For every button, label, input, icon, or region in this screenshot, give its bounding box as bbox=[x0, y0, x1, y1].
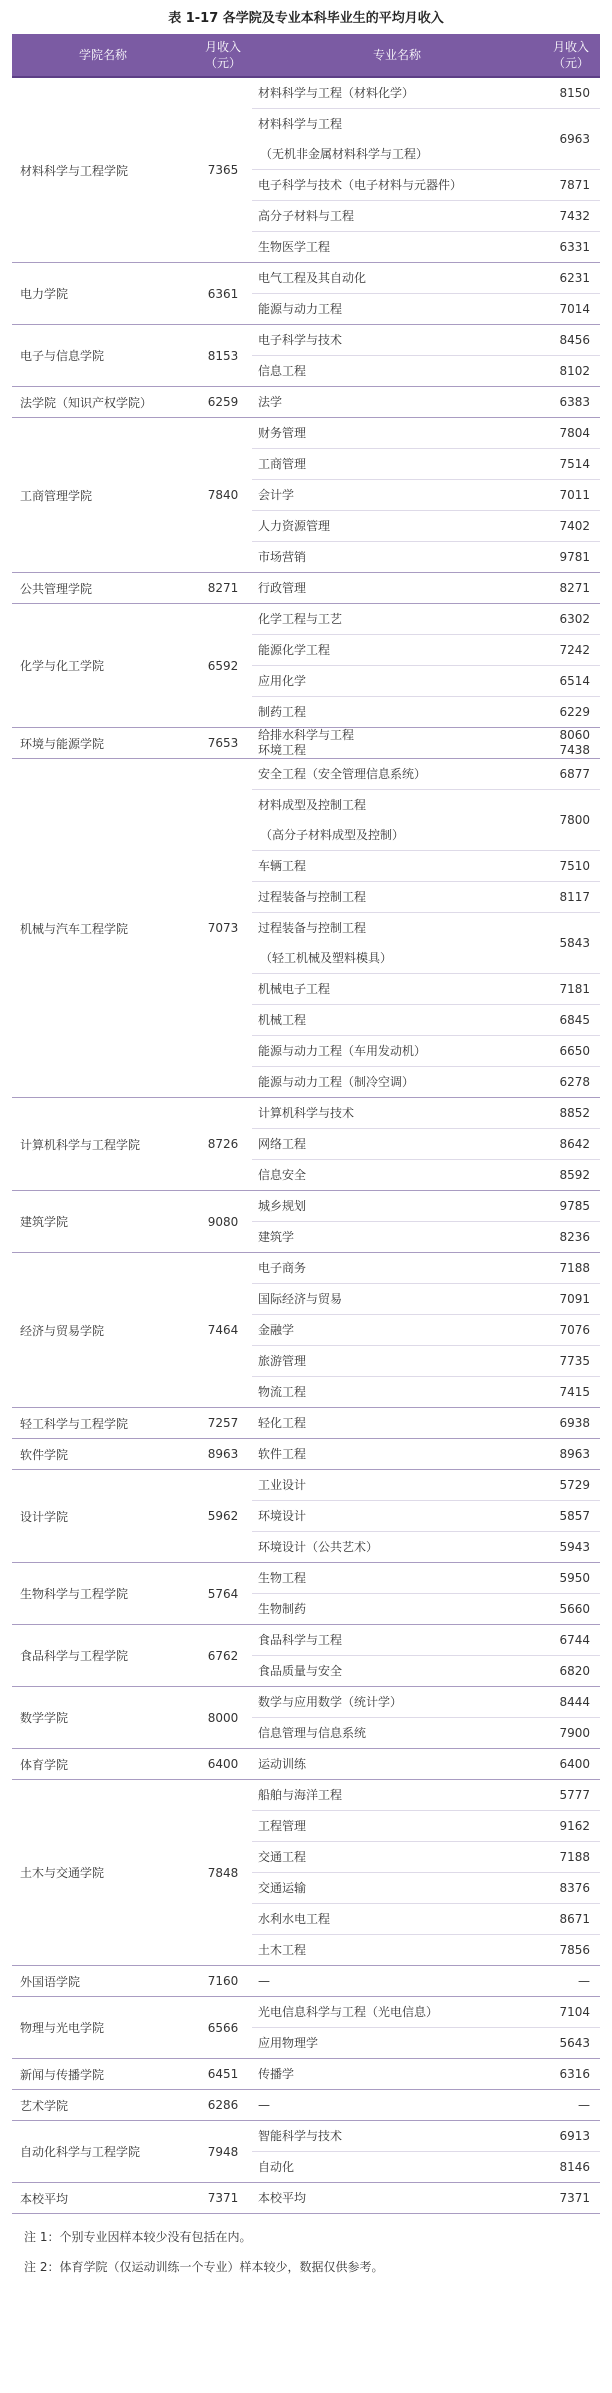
major-name bbox=[252, 1997, 542, 2028]
major-name bbox=[252, 1036, 542, 1067]
table-row bbox=[12, 728, 600, 759]
major-name-line: 电子科学与技术（电子材料与元器件） bbox=[258, 178, 463, 192]
college-income: 6259 bbox=[194, 387, 252, 418]
major-name-line: 金融学 bbox=[258, 1323, 295, 1337]
major-income: 6744 bbox=[542, 1625, 600, 1656]
major-income: 5777 bbox=[542, 1780, 600, 1811]
table-row bbox=[12, 1749, 600, 1780]
college-income: 7257 bbox=[194, 1408, 252, 1439]
major-name-line: 给排水科学与工程 bbox=[258, 728, 355, 742]
major-name bbox=[252, 1005, 542, 1036]
major-name bbox=[252, 666, 542, 697]
major-name bbox=[252, 201, 542, 232]
table-row bbox=[12, 263, 600, 294]
college-income: 6762 bbox=[194, 1625, 252, 1687]
major-name bbox=[252, 573, 542, 604]
college-name: 外国语学院 bbox=[12, 1966, 194, 1997]
major-name bbox=[252, 1346, 542, 1377]
college-name: 机械与汽车工程学院 bbox=[12, 759, 194, 1098]
major-income: 6963 bbox=[542, 109, 600, 170]
major-income-line: 7438 bbox=[559, 743, 590, 757]
major-name bbox=[252, 387, 542, 418]
major-name-line: 电子商务 bbox=[258, 1261, 307, 1275]
college-name: 公共管理学院 bbox=[12, 573, 194, 604]
major-income: 6302 bbox=[542, 604, 600, 635]
major-name-line: 传播学 bbox=[258, 2067, 295, 2081]
major-name bbox=[252, 635, 542, 666]
major-name-line: 能源与动力工程（车用发动机） bbox=[258, 1044, 427, 1058]
major-name bbox=[252, 77, 542, 109]
major-name bbox=[252, 1842, 542, 1873]
major-name-line: 旅游管理 bbox=[258, 1354, 307, 1368]
major-name bbox=[252, 728, 542, 759]
major-name-line: 网络工程 bbox=[258, 1137, 307, 1151]
college-name: 软件学院 bbox=[12, 1439, 194, 1470]
major-name-line: 自动化 bbox=[258, 2160, 295, 2174]
table-row bbox=[12, 1687, 600, 1718]
major-name bbox=[252, 1284, 542, 1315]
major-name-line: 能源与动力工程 bbox=[258, 302, 343, 316]
major-name bbox=[252, 1470, 542, 1501]
table-row bbox=[12, 573, 600, 604]
major-name-line: 食品质量与安全 bbox=[258, 1664, 343, 1678]
college-name: 材料科学与工程学院 bbox=[12, 77, 194, 263]
college-name: 轻工科学与工程学院 bbox=[12, 1408, 194, 1439]
major-name bbox=[252, 2090, 542, 2121]
major-income: 8271 bbox=[542, 573, 600, 604]
college-income: 7840 bbox=[194, 418, 252, 573]
major-name-line: 交通工程 bbox=[258, 1850, 307, 1864]
college-name: 体育学院 bbox=[12, 1749, 194, 1780]
college-income: 8271 bbox=[194, 573, 252, 604]
major-income: 6316 bbox=[542, 2059, 600, 2090]
major-income: 7181 bbox=[542, 974, 600, 1005]
major-name-line: 信息管理与信息系统 bbox=[258, 1726, 367, 1740]
major-name-line: 过程装备与控制工程 bbox=[258, 890, 367, 904]
table-row bbox=[12, 1966, 600, 1997]
major-name-line: 建筑学 bbox=[258, 1230, 295, 1244]
college-income: 7948 bbox=[194, 2121, 252, 2183]
note-2: 注 2：体育学院（仅运动训练一个专业）样本较少，数据仅供参考。 bbox=[24, 2260, 384, 2274]
major-income: 8150 bbox=[542, 77, 600, 109]
major-name bbox=[252, 542, 542, 573]
major-name-line: 计算机科学与技术 bbox=[258, 1106, 355, 1120]
major-name bbox=[252, 2183, 542, 2214]
major-name bbox=[252, 697, 542, 728]
major-income: 6383 bbox=[542, 387, 600, 418]
header-major: 专业名称 bbox=[252, 34, 542, 77]
major-name bbox=[252, 2152, 542, 2183]
major-income: 5643 bbox=[542, 2028, 600, 2059]
major-name-line: 财务管理 bbox=[258, 426, 307, 440]
major-name bbox=[252, 294, 542, 325]
major-name-line: 过程装备与控制工程 bbox=[258, 921, 367, 935]
major-name bbox=[252, 851, 542, 882]
college-name: 艺术学院 bbox=[12, 2090, 194, 2121]
major-name-line: 应用化学 bbox=[258, 674, 307, 688]
major-name bbox=[252, 759, 542, 790]
major-income: 8102 bbox=[542, 356, 600, 387]
major-name-line: 生物工程 bbox=[258, 1571, 307, 1585]
major-income: 8456 bbox=[542, 325, 600, 356]
major-name bbox=[252, 1718, 542, 1749]
major-name bbox=[252, 1439, 542, 1470]
note-1: 注 1：个别专业因样本较少没有包括在内。 bbox=[24, 2230, 252, 2244]
major-name-line: 智能科学与技术 bbox=[258, 2129, 343, 2143]
major-name-line: 行政管理 bbox=[258, 581, 307, 595]
table-row bbox=[12, 2090, 600, 2121]
table-row bbox=[12, 1408, 600, 1439]
table-row bbox=[12, 325, 600, 356]
major-name-line: 船舶与海洋工程 bbox=[258, 1788, 343, 1802]
major-name bbox=[252, 1222, 542, 1253]
major-income: 7188 bbox=[542, 1253, 600, 1284]
major-income: 9785 bbox=[542, 1191, 600, 1222]
major-income: 8592 bbox=[542, 1160, 600, 1191]
college-income: 6592 bbox=[194, 604, 252, 728]
major-income: 5660 bbox=[542, 1594, 600, 1625]
college-income: 6361 bbox=[194, 263, 252, 325]
major-name-line: 环境设计 bbox=[258, 1509, 307, 1523]
college-name: 建筑学院 bbox=[12, 1191, 194, 1253]
major-name bbox=[252, 1532, 542, 1563]
header-college: 学院名称 bbox=[12, 34, 194, 77]
major-name bbox=[252, 1315, 542, 1346]
major-income: 6650 bbox=[542, 1036, 600, 1067]
table-row bbox=[12, 1098, 600, 1129]
major-income: 5950 bbox=[542, 1563, 600, 1594]
college-income: 6566 bbox=[194, 1997, 252, 2059]
table-row bbox=[12, 2183, 600, 2214]
major-income: 6400 bbox=[542, 1749, 600, 1780]
major-name-line: 市场营销 bbox=[258, 550, 307, 564]
major-name bbox=[252, 109, 542, 170]
major-name-line: 化学工程与工艺 bbox=[258, 612, 343, 626]
major-name bbox=[252, 356, 542, 387]
major-name-line: 环境设计（公共艺术） bbox=[258, 1540, 379, 1554]
major-name bbox=[252, 1563, 542, 1594]
major-name-line: — bbox=[258, 1974, 270, 1988]
major-income: 8671 bbox=[542, 1904, 600, 1935]
major-name bbox=[252, 1129, 542, 1160]
table-row bbox=[12, 1253, 600, 1284]
major-name bbox=[252, 974, 542, 1005]
college-income: 9080 bbox=[194, 1191, 252, 1253]
table-row bbox=[12, 1780, 600, 1811]
major-income: — bbox=[542, 1966, 600, 1997]
major-name-line: 工商管理 bbox=[258, 457, 307, 471]
college-income: 8000 bbox=[194, 1687, 252, 1749]
major-income: 8117 bbox=[542, 882, 600, 913]
major-income: 5729 bbox=[542, 1470, 600, 1501]
major-name-line: 物流工程 bbox=[258, 1385, 307, 1399]
major-name-line: 材料成型及控制工程 bbox=[258, 798, 367, 812]
major-income: 7371 bbox=[542, 2183, 600, 2214]
major-name-line: 数学与应用数学（统计学） bbox=[258, 1695, 403, 1709]
college-name: 新闻与传播学院 bbox=[12, 2059, 194, 2090]
table-row bbox=[12, 1470, 600, 1501]
college-income: 6400 bbox=[194, 1749, 252, 1780]
major-name-line: 电气工程及其自动化 bbox=[258, 271, 367, 285]
major-income: 8642 bbox=[542, 1129, 600, 1160]
major-name bbox=[252, 1687, 542, 1718]
college-income: 7848 bbox=[194, 1780, 252, 1966]
major-income: 7871 bbox=[542, 170, 600, 201]
major-name-line: 车辆工程 bbox=[258, 859, 307, 873]
college-income: 5962 bbox=[194, 1470, 252, 1563]
major-name-line: 信息工程 bbox=[258, 364, 307, 378]
major-income: 6913 bbox=[542, 2121, 600, 2152]
major-name-line: （轻工机械及塑料模具） bbox=[260, 951, 393, 965]
major-income: 7514 bbox=[542, 449, 600, 480]
major-name bbox=[252, 480, 542, 511]
table-row bbox=[12, 604, 600, 635]
major-name-line: （高分子材料成型及控制） bbox=[260, 828, 405, 842]
table-row bbox=[12, 1563, 600, 1594]
table-header-row bbox=[12, 34, 600, 77]
major-name-line: 高分子材料与工程 bbox=[258, 209, 355, 223]
major-name bbox=[252, 418, 542, 449]
college-income: 7073 bbox=[194, 759, 252, 1098]
major-name bbox=[252, 790, 542, 851]
major-name bbox=[252, 1067, 542, 1098]
major-name bbox=[252, 2028, 542, 2059]
major-name-line: 环境工程 bbox=[258, 743, 307, 757]
table-row bbox=[12, 2059, 600, 2090]
major-income: 8963 bbox=[542, 1439, 600, 1470]
major-income: 6231 bbox=[542, 263, 600, 294]
college-income: 7653 bbox=[194, 728, 252, 759]
college-income: 5764 bbox=[194, 1563, 252, 1625]
major-name bbox=[252, 1408, 542, 1439]
major-income: 8236 bbox=[542, 1222, 600, 1253]
major-name-line: 工业设计 bbox=[258, 1478, 307, 1492]
major-name-line: 材料科学与工程 bbox=[258, 117, 343, 131]
major-income: 5857 bbox=[542, 1501, 600, 1532]
major-name-line: 电子科学与技术 bbox=[258, 333, 343, 347]
college-income: 8726 bbox=[194, 1098, 252, 1191]
major-name-line: 会计学 bbox=[258, 488, 295, 502]
major-income: 7900 bbox=[542, 1718, 600, 1749]
major-name-line: 光电信息科学与工程（光电信息） bbox=[258, 2005, 439, 2019]
college-name: 设计学院 bbox=[12, 1470, 194, 1563]
major-income: 6938 bbox=[542, 1408, 600, 1439]
major-income: 6820 bbox=[542, 1656, 600, 1687]
major-name-line: 应用物理学 bbox=[258, 2036, 319, 2050]
header-major-income: 月收入 （元） bbox=[542, 34, 600, 77]
major-name bbox=[252, 1377, 542, 1408]
major-name bbox=[252, 263, 542, 294]
major-income: 8146 bbox=[542, 2152, 600, 2183]
major-income: 8852 bbox=[542, 1098, 600, 1129]
college-name: 计算机科学与工程学院 bbox=[12, 1098, 194, 1191]
table-body bbox=[12, 77, 600, 2214]
major-income-line: 8060 bbox=[559, 728, 590, 742]
major-name-line: （无机非金属材料科学与工程） bbox=[260, 147, 429, 161]
major-income: 7800 bbox=[542, 790, 600, 851]
major-name-line: 制药工程 bbox=[258, 705, 307, 719]
table-row bbox=[12, 77, 600, 109]
major-name bbox=[252, 511, 542, 542]
table-row bbox=[12, 418, 600, 449]
table-caption: 表 1-17 各学院及专业本科毕业生的平均月收入 bbox=[168, 11, 444, 26]
major-income: 7242 bbox=[542, 635, 600, 666]
major-name bbox=[252, 604, 542, 635]
major-name bbox=[252, 1935, 542, 1966]
major-income: 7415 bbox=[542, 1377, 600, 1408]
college-name: 本校平均 bbox=[12, 2183, 194, 2214]
major-income: 9162 bbox=[542, 1811, 600, 1842]
major-name-line: 机械工程 bbox=[258, 1013, 307, 1027]
college-name: 自动化科学与工程学院 bbox=[12, 2121, 194, 2183]
major-income: 6877 bbox=[542, 759, 600, 790]
major-name bbox=[252, 2059, 542, 2090]
college-name: 工商管理学院 bbox=[12, 418, 194, 573]
college-income: 8153 bbox=[194, 325, 252, 387]
major-income: 8444 bbox=[542, 1687, 600, 1718]
major-name-line: 土木工程 bbox=[258, 1943, 307, 1957]
income-table bbox=[12, 34, 600, 2214]
major-name-line: 生物医学工程 bbox=[258, 240, 331, 254]
college-name: 化学与化工学院 bbox=[12, 604, 194, 728]
major-name-line: 能源与动力工程（制冷空调） bbox=[258, 1075, 415, 1089]
major-name-line: 本校平均 bbox=[258, 2191, 307, 2205]
major-name-line: 轻化工程 bbox=[258, 1416, 307, 1430]
table-row bbox=[12, 759, 600, 790]
table-row bbox=[12, 387, 600, 418]
major-income: 6845 bbox=[542, 1005, 600, 1036]
major-name-line: 能源化学工程 bbox=[258, 643, 331, 657]
major-income: 5943 bbox=[542, 1532, 600, 1563]
major-name-line: 水利水电工程 bbox=[258, 1912, 331, 1926]
major-income: 7011 bbox=[542, 480, 600, 511]
major-name-line: 交通运输 bbox=[258, 1881, 307, 1895]
major-income bbox=[542, 728, 600, 759]
major-name-line: 国际经济与贸易 bbox=[258, 1292, 343, 1306]
major-name-line: 机械电子工程 bbox=[258, 982, 331, 996]
college-name: 物理与光电学院 bbox=[12, 1997, 194, 2059]
college-income: 6451 bbox=[194, 2059, 252, 2090]
college-income: 7365 bbox=[194, 77, 252, 263]
major-name bbox=[252, 1873, 542, 1904]
major-name bbox=[252, 1780, 542, 1811]
major-income: 9781 bbox=[542, 542, 600, 573]
major-name bbox=[252, 2121, 542, 2152]
major-name-line: 安全工程（安全管理信息系统） bbox=[258, 767, 427, 781]
college-income: 7464 bbox=[194, 1253, 252, 1408]
header-college-income: 月收入 （元） bbox=[194, 34, 252, 77]
major-name bbox=[252, 232, 542, 263]
major-name bbox=[252, 1656, 542, 1687]
major-name-line: 软件工程 bbox=[258, 1447, 307, 1461]
major-name bbox=[252, 882, 542, 913]
major-name bbox=[252, 1160, 542, 1191]
major-name-line: 材料科学与工程（材料化学） bbox=[258, 86, 415, 100]
major-name bbox=[252, 325, 542, 356]
major-income: 7076 bbox=[542, 1315, 600, 1346]
table-row bbox=[12, 1997, 600, 2028]
major-name bbox=[252, 449, 542, 480]
major-name bbox=[252, 1098, 542, 1129]
major-income: 6229 bbox=[542, 697, 600, 728]
major-income: 6514 bbox=[542, 666, 600, 697]
college-income: 7371 bbox=[194, 2183, 252, 2214]
college-name: 生物科学与工程学院 bbox=[12, 1563, 194, 1625]
major-name bbox=[252, 170, 542, 201]
major-name-line: 食品科学与工程 bbox=[258, 1633, 343, 1647]
major-income: 7091 bbox=[542, 1284, 600, 1315]
major-income: 8376 bbox=[542, 1873, 600, 1904]
major-name-line: 工程管理 bbox=[258, 1819, 307, 1833]
major-name bbox=[252, 913, 542, 974]
major-income: 7104 bbox=[542, 1997, 600, 2028]
college-name: 环境与能源学院 bbox=[12, 728, 194, 759]
college-name: 食品科学与工程学院 bbox=[12, 1625, 194, 1687]
major-name-line: 信息安全 bbox=[258, 1168, 307, 1182]
major-income: — bbox=[542, 2090, 600, 2121]
major-name bbox=[252, 1904, 542, 1935]
major-name bbox=[252, 1594, 542, 1625]
major-income: 7804 bbox=[542, 418, 600, 449]
major-income: 7188 bbox=[542, 1842, 600, 1873]
major-name-line: 生物制药 bbox=[258, 1602, 307, 1616]
college-name: 法学院（知识产权学院） bbox=[12, 387, 194, 418]
table-row bbox=[12, 1439, 600, 1470]
college-name: 电力学院 bbox=[12, 263, 194, 325]
major-name bbox=[252, 1191, 542, 1222]
major-income: 7402 bbox=[542, 511, 600, 542]
major-income: 7510 bbox=[542, 851, 600, 882]
table-row bbox=[12, 1625, 600, 1656]
table-notes bbox=[24, 2222, 612, 2282]
major-name-line: 法学 bbox=[258, 395, 283, 409]
college-name: 经济与贸易学院 bbox=[12, 1253, 194, 1408]
major-income: 7014 bbox=[542, 294, 600, 325]
table-row bbox=[12, 1191, 600, 1222]
major-name-line: 人力资源管理 bbox=[258, 519, 331, 533]
college-name: 电子与信息学院 bbox=[12, 325, 194, 387]
major-income: 7432 bbox=[542, 201, 600, 232]
major-name bbox=[252, 1501, 542, 1532]
college-income: 7160 bbox=[194, 1966, 252, 1997]
college-income: 6286 bbox=[194, 2090, 252, 2121]
major-name-line: 城乡规划 bbox=[258, 1199, 307, 1213]
major-income: 6331 bbox=[542, 232, 600, 263]
major-name bbox=[252, 1749, 542, 1780]
major-name bbox=[252, 1811, 542, 1842]
college-name: 土木与交通学院 bbox=[12, 1780, 194, 1966]
major-name-line: — bbox=[258, 2098, 270, 2112]
major-income: 6278 bbox=[542, 1067, 600, 1098]
major-name bbox=[252, 1966, 542, 1997]
major-income: 5843 bbox=[542, 913, 600, 974]
major-income: 7735 bbox=[542, 1346, 600, 1377]
college-income: 8963 bbox=[194, 1439, 252, 1470]
major-name bbox=[252, 1253, 542, 1284]
college-name: 数学学院 bbox=[12, 1687, 194, 1749]
major-name bbox=[252, 1625, 542, 1656]
major-income: 7856 bbox=[542, 1935, 600, 1966]
table-row bbox=[12, 2121, 600, 2152]
major-name-line: 运动训练 bbox=[258, 1757, 307, 1771]
